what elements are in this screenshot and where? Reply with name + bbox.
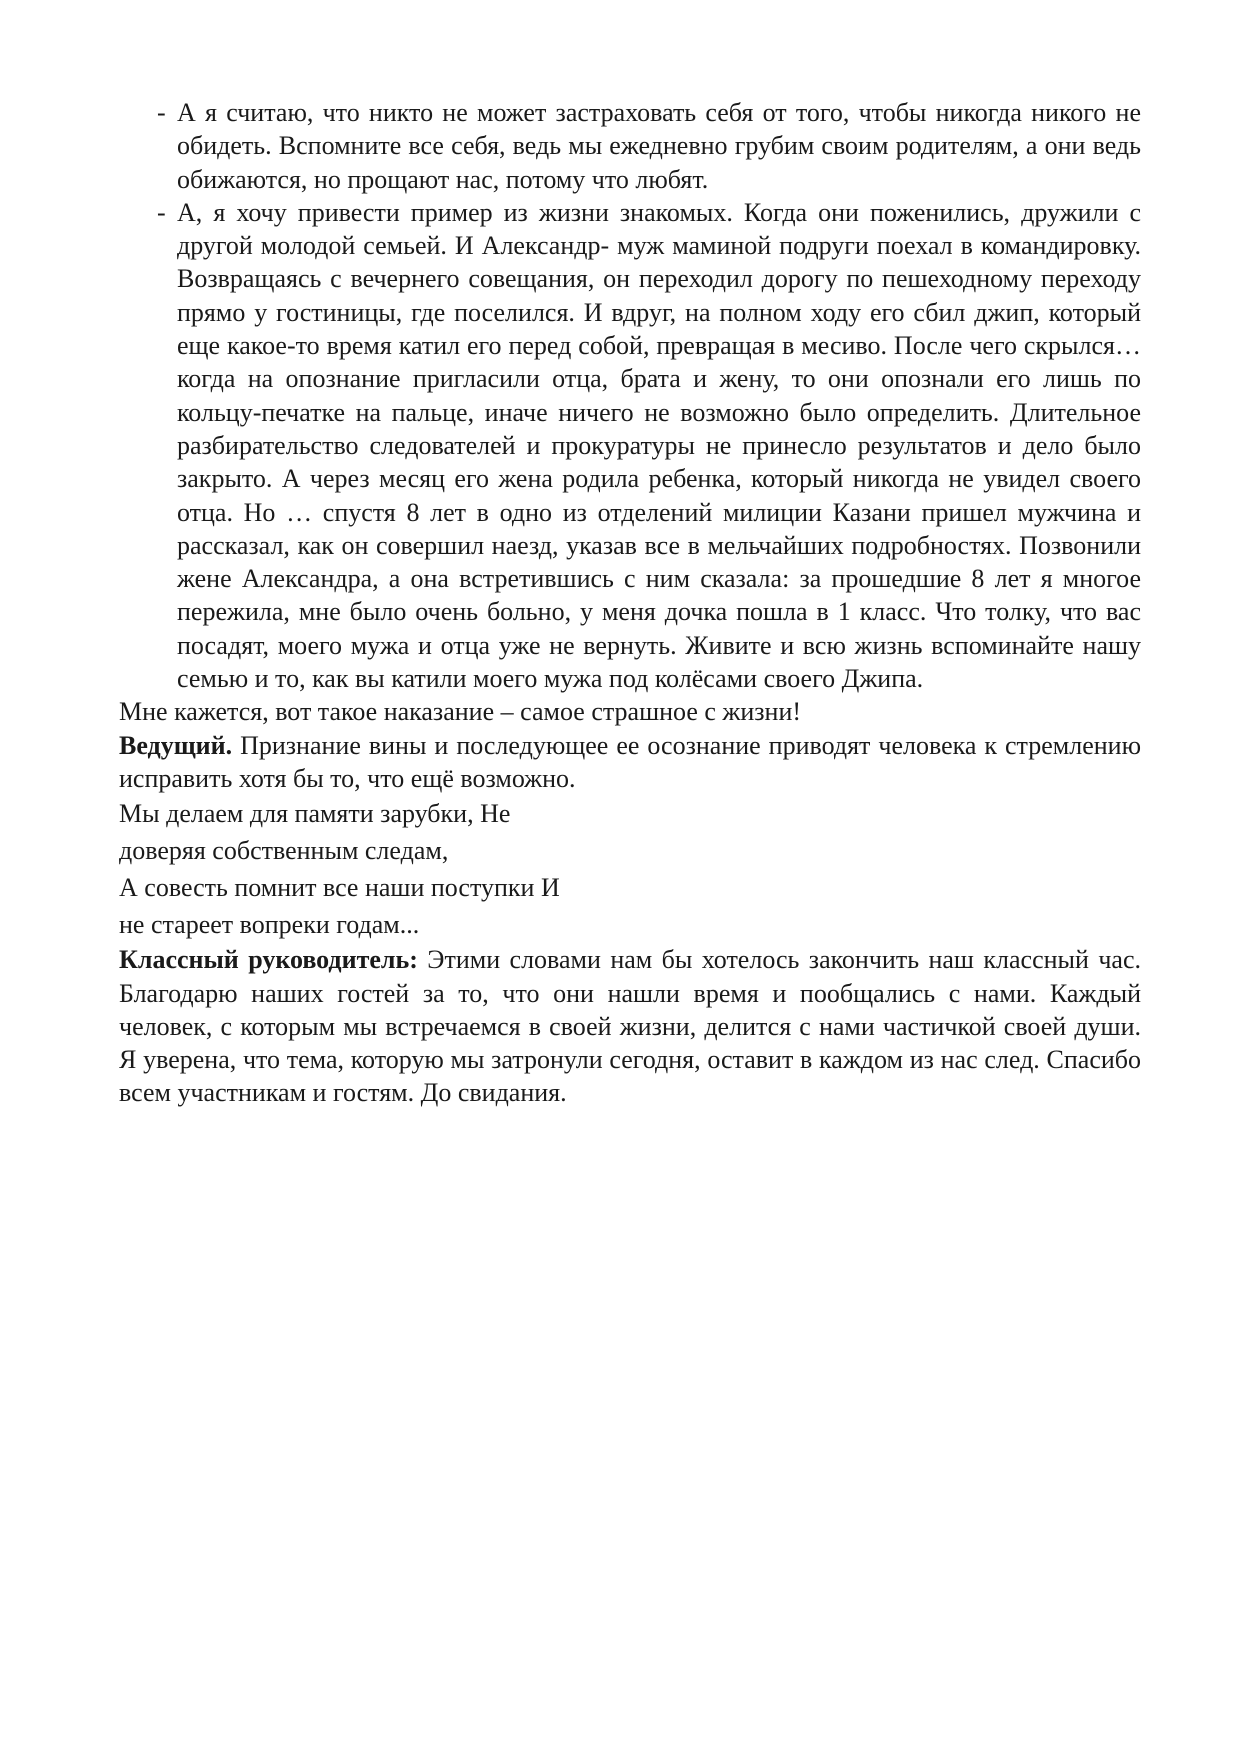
host-speaker: Ведущий. <box>119 730 233 760</box>
teacher-paragraph <box>119 943 1141 1109</box>
verse-block <box>119 795 1141 943</box>
teacher-text: Этими словами нам бы хотелось закончить наш классный час. Благодарю наших гостей за то, что они нашли время и пообщались с нами. Каждый человек, с которым мы встречаемся в своей жизни, делится с нами частичкой своей души. Я уверена, что тема, которую мы затронули сегодня, оставит в каждом из нас след. Спасибо всем участникам и гостям. До свидания. <box>119 945 1141 1108</box>
dash-marker: - <box>157 98 166 127</box>
verse-line: доверяя собственным следам, <box>119 836 449 866</box>
list-item-text: А, я хочу привести пример из жизни знакомых. Когда они поженились, дружили с другой молодой семьей. И Александр- муж маминой подруги поехал в командировку. Возвращаясь с вечернего совещания, он переходил дорогу по пешеходному переходу прямо у гостиницы, где поселился. И вдруг, на полном ходу его сбил джип, который еще какое-то время катил его перед собой, превращая в месиво. После чего скрылся… когда на опознание пригласили отца, брата и жену, то они опознали его лишь по кольцу-печатке на пальце, иначе ничего не возможно было определить. Длительное разбирательство следователей и прокуратуры не принесло результатов и дело было закрыто. А через месяц его жена родила ребенка, который никогда не увидел своего отца. Но … спустя 8 лет в одно из отделений милиции Казани пришел мужчина и рассказал, как он совершил наезд, указав все в мельчайших подробностях. Позвонили жене Александра, а она встретившись с ним сказала: за прошедшие 8 лет я многое пережила, мне было очень больно, у меня дочка пошла в 1 класс. Что толку, что вас посадят, моего мужа и отца уже не вернуть. Живите и всю жизнь вспоминайте нашу семью и то, как вы катили моего мужа под колёсами своего Джипа. <box>177 197 1141 694</box>
list-item <box>157 196 1141 695</box>
verse-line: не стареет вопреки годам... <box>119 910 420 940</box>
host-paragraph <box>119 729 1141 796</box>
dash-marker: - <box>157 197 166 227</box>
host-text: Признание вины и последующее ее осознание приводят человека к стремлению исправить хотя бы то, что ещё возможно. <box>119 730 1141 793</box>
closing-line: Мне кажется, вот такое наказание – самое страшное с жизни! <box>119 697 802 727</box>
list-item <box>157 96 1141 196</box>
document-page <box>119 96 1141 1110</box>
list-item-text: А я считаю, что никто не может застраховать себя от того, чтобы никогда никого не обидеть. Вспомните все себя, ведь мы ежедневно грубим своим родителям, а они ведь обижаются, но прощают нас, потому что любят. <box>177 98 1141 194</box>
teacher-speaker: Классный руководитель: <box>119 945 418 975</box>
verse-line: Мы делаем для памяти зарубки, Не <box>119 799 511 829</box>
verse-line: А совесть помнит все наши поступки И <box>119 873 560 903</box>
